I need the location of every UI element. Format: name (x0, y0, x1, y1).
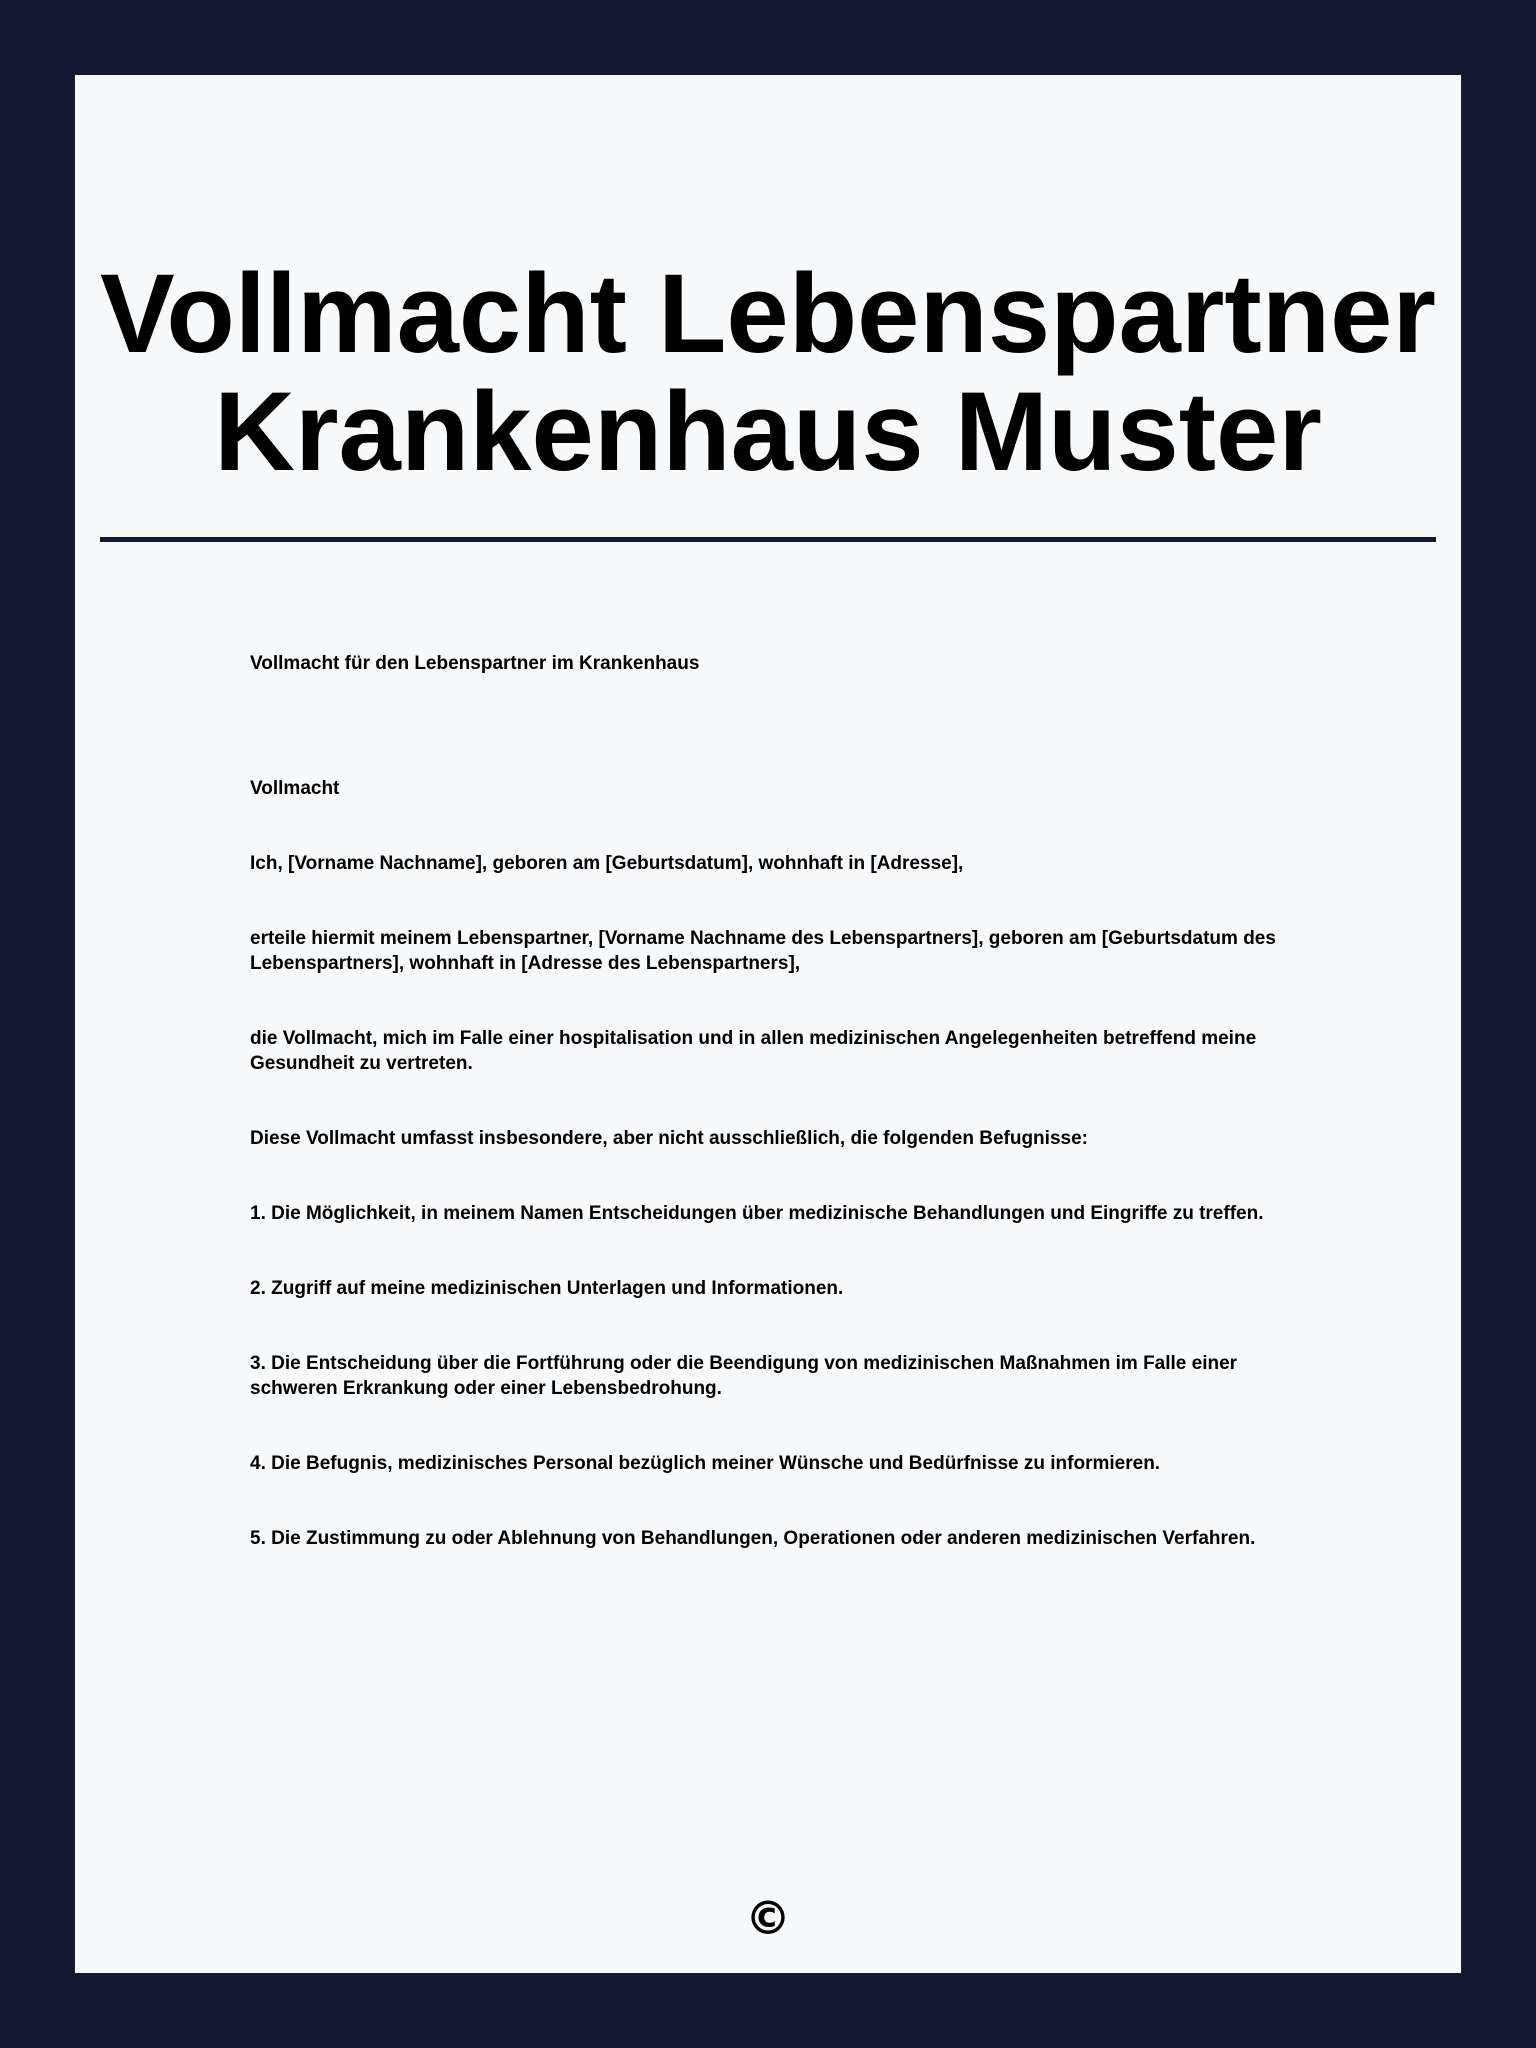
list-item-1: 1. Die Möglichkeit, in meinem Namen Entscheidungen über medizinische Behandlungen und Eingriffe zu treffen. (250, 1203, 1264, 1224)
title-line-2: Krankenhaus Muster (214, 369, 1322, 494)
document-page (75, 75, 1461, 1973)
paragraph-scope: die Vollmacht, mich im Falle einer hospitalisation und in allen medizinischen Angelegenheiten betreffend meine Gesundheit zu vertreten. (250, 1028, 1257, 1074)
title-line-1: Vollmacht Lebenspartner (99, 251, 1436, 376)
paragraph-powers-intro: Diese Vollmacht umfasst insbesondere, aber nicht ausschließlich, die folgenden Befugnisse: (250, 1128, 1088, 1149)
list-item-5: 5. Die Zustimmung zu oder Ablehnung von Behandlungen, Operationen oder anderen medizinischen Verfahren. (250, 1528, 1256, 1549)
section-heading: Vollmacht (250, 778, 340, 799)
document-title (75, 251, 1461, 494)
list-item-2: 2. Zugriff auf meine medizinischen Unterlagen und Informationen. (250, 1278, 844, 1299)
title-divider (100, 537, 1436, 542)
copyright-icon: © (745, 1891, 791, 1945)
list-item-3: 3. Die Entscheidung über die Fortführung oder die Beendigung von medizinischen Maßnahmen im Falle einer schweren Erkrankung oder einer Lebensbedrohung. (250, 1353, 1238, 1399)
paragraph-agent: erteile hiermit meinem Lebenspartner, [Vorname Nachname des Lebenspartners], geboren am [Geburtsdatum des Lebenspartners], wohnhaft in [Adresse des Lebenspartners], (250, 928, 1276, 974)
document-subtitle: Vollmacht für den Lebenspartner im Krankenhaus (250, 653, 700, 674)
document-body (250, 651, 1290, 1551)
list-item-4: 4. Die Befugnis, medizinisches Personal bezüglich meiner Wünsche und Bedürfnisse zu informieren. (250, 1453, 1161, 1474)
paragraph-principal: Ich, [Vorname Nachname], geboren am [Geburtsdatum], wohnhaft in [Adresse], (250, 853, 964, 874)
